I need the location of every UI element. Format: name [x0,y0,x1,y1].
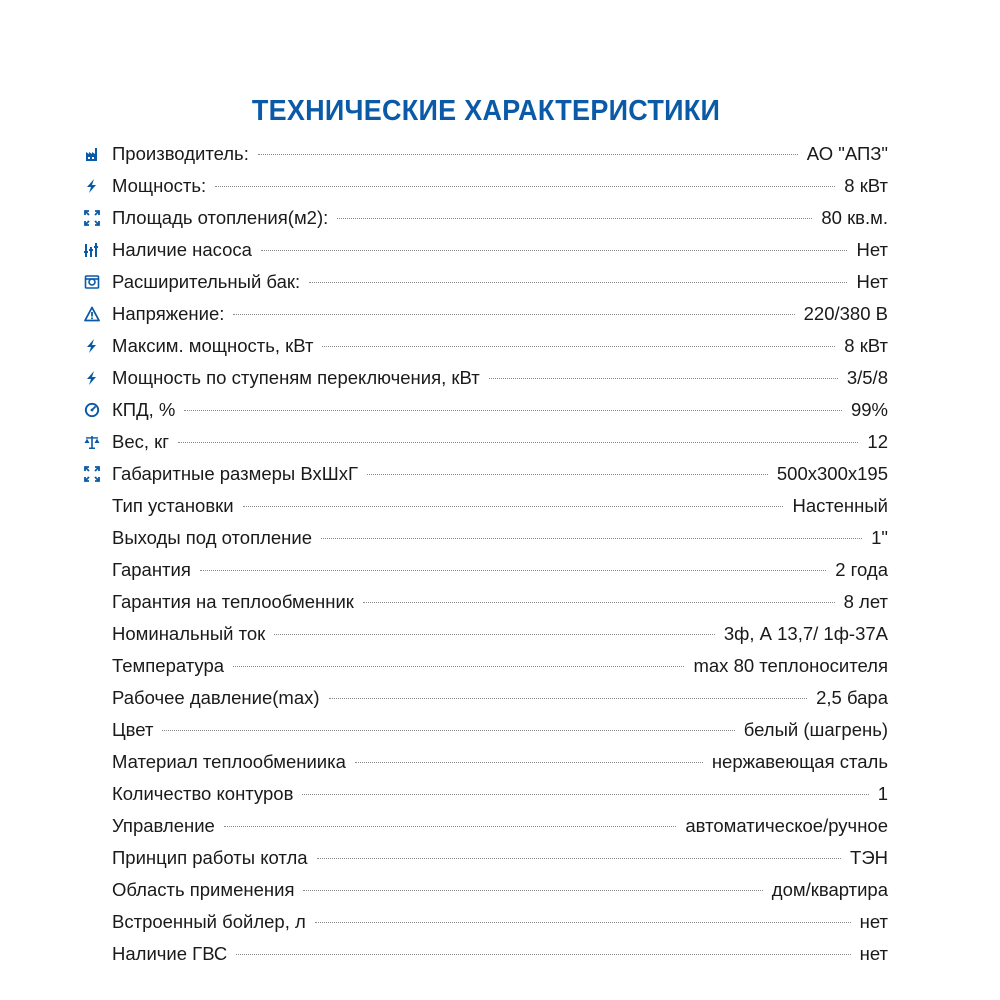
icon-spacer [80,522,104,554]
icon-spacer [80,778,104,810]
spec-row [80,170,888,202]
lightning-icon [80,362,104,394]
spec-value: 99% [850,399,888,420]
icon-spacer [80,714,104,746]
spec-row [80,330,888,362]
spec-value: 8 кВт [844,335,888,356]
dotted-leader [236,954,850,955]
spec-value: 3ф, А 13,7/ 1ф-37А [723,623,888,644]
spec-row [80,906,888,938]
specs-list [80,138,888,970]
spec-row [80,394,888,426]
lightning-icon [80,170,104,202]
dotted-leader [321,538,862,539]
icon-spacer [80,874,104,906]
spec-value: 3/5/8 [846,367,888,388]
dotted-leader [322,346,835,347]
pump-icon [80,234,104,266]
icon-spacer [80,650,104,682]
spec-row [80,426,888,458]
spec-label: Вес, кг [112,431,169,452]
scales-icon [80,426,104,458]
dotted-leader [367,474,768,475]
spec-value: нет [859,943,888,964]
dotted-leader [303,890,762,891]
icon-spacer [80,746,104,778]
tank-icon [80,266,104,298]
spec-value: автоматическое/ручное [685,815,888,836]
dotted-leader [329,698,808,699]
spec-row [80,810,888,842]
spec-row [80,522,888,554]
spec-row [80,938,888,970]
spec-label: Материал теплообмениика [112,751,346,772]
dotted-leader [233,666,684,667]
spec-label: Температура [112,655,225,676]
spec-value: ТЭН [850,847,888,868]
spec-value: Настенный [792,495,888,516]
spec-row [80,202,888,234]
dotted-leader [355,762,703,763]
spec-row [80,778,888,810]
spec-value: 1 [877,783,888,804]
spec-row [80,362,888,394]
dotted-leader [317,858,842,859]
icon-spacer [80,554,104,586]
spec-value: 220/380 В [803,303,888,324]
factory-icon [80,138,104,170]
spec-label: Площадь отопления(м2): [112,207,329,228]
spec-value: 8 лет [843,591,888,612]
dotted-leader [274,634,715,635]
spec-label: Габаритные размеры ВхШхГ [112,463,358,484]
spec-label: Напряжение: [112,303,225,324]
dotted-leader [337,218,812,219]
icon-spacer [80,906,104,938]
spec-row [80,490,888,522]
spec-value: дом/квартира [771,879,888,900]
spec-row [80,298,888,330]
dotted-leader [261,250,848,251]
spec-value: нержавеющая сталь [711,751,888,772]
dotted-leader [302,794,868,795]
spec-label: Номинальный ток [112,623,266,644]
spec-row [80,874,888,906]
dotted-leader [489,378,838,379]
icon-spacer [80,490,104,522]
spec-label: Встроенный бойлер, л [112,911,306,932]
gauge-icon [80,394,104,426]
spec-value: белый (шагрень) [743,719,888,740]
dotted-leader [224,826,677,827]
spec-row [80,682,888,714]
spec-row [80,266,888,298]
spec-row [80,618,888,650]
spec-row [80,842,888,874]
dotted-leader [184,410,842,411]
icon-spacer [80,682,104,714]
expand-icon [80,202,104,234]
spec-value: 80 кв.м. [821,207,888,228]
spec-label: Расширительный бак: [112,271,301,292]
icon-spacer [80,810,104,842]
warning-icon [80,298,104,330]
spec-label: Выходы под отопление [112,527,313,548]
spec-label: Управление [112,815,215,836]
spec-row [80,234,888,266]
spec-row [80,586,888,618]
spec-label: Рабочее давление(max) [112,687,320,708]
icon-spacer [80,618,104,650]
dotted-leader [363,602,835,603]
spec-value: 8 кВт [844,175,888,196]
dotted-leader [200,570,826,571]
dotted-leader [233,314,794,315]
spec-label: Наличие ГВС [112,943,228,964]
dotted-leader [243,506,784,507]
spec-label: Принцип работы котла [112,847,308,868]
spec-value: АО "АПЗ" [806,143,888,164]
spec-value: Нет [856,271,888,292]
lightning-icon [80,330,104,362]
spec-label: Мощность по ступеням переключения, кВт [112,367,480,388]
dotted-leader [315,922,851,923]
icon-spacer [80,938,104,970]
icon-spacer [80,586,104,618]
spec-row [80,138,888,170]
spec-label: Тип установки [112,495,234,516]
spec-value: 1" [871,527,888,548]
spec-row [80,458,888,490]
spec-label: Мощность: [112,175,207,196]
dotted-leader [309,282,847,283]
spec-label: Количество контуров [112,783,294,804]
page-title: ТЕХНИЧЕСКИЕ ХАРАКТЕРИСТИКИ [251,95,721,128]
spec-label: Область применения [112,879,295,900]
spec-value: нет [859,911,888,932]
spec-label: Цвет [112,719,154,740]
spec-value: 12 [867,431,888,452]
spec-value: max 80 теплоносителя [693,655,888,676]
spec-label: Наличие насоса [112,239,252,260]
expand-icon [80,458,104,490]
spec-value: 2 года [835,559,888,580]
spec-row [80,650,888,682]
dotted-leader [215,186,835,187]
spec-value: Нет [856,239,888,260]
spec-label: КПД, % [112,399,176,420]
spec-row [80,746,888,778]
dotted-leader [258,154,798,155]
dotted-leader [178,442,858,443]
dotted-leader [162,730,734,731]
spec-label: Гарантия [112,559,191,580]
spec-label: Гарантия на теплообменник [112,591,354,612]
spec-value: 500х300х195 [776,463,888,484]
spec-label: Производитель: [112,143,249,164]
icon-spacer [80,842,104,874]
spec-label: Максим. мощность, кВт [112,335,314,356]
spec-row [80,554,888,586]
spec-row [80,714,888,746]
spec-value: 2,5 бара [816,687,888,708]
